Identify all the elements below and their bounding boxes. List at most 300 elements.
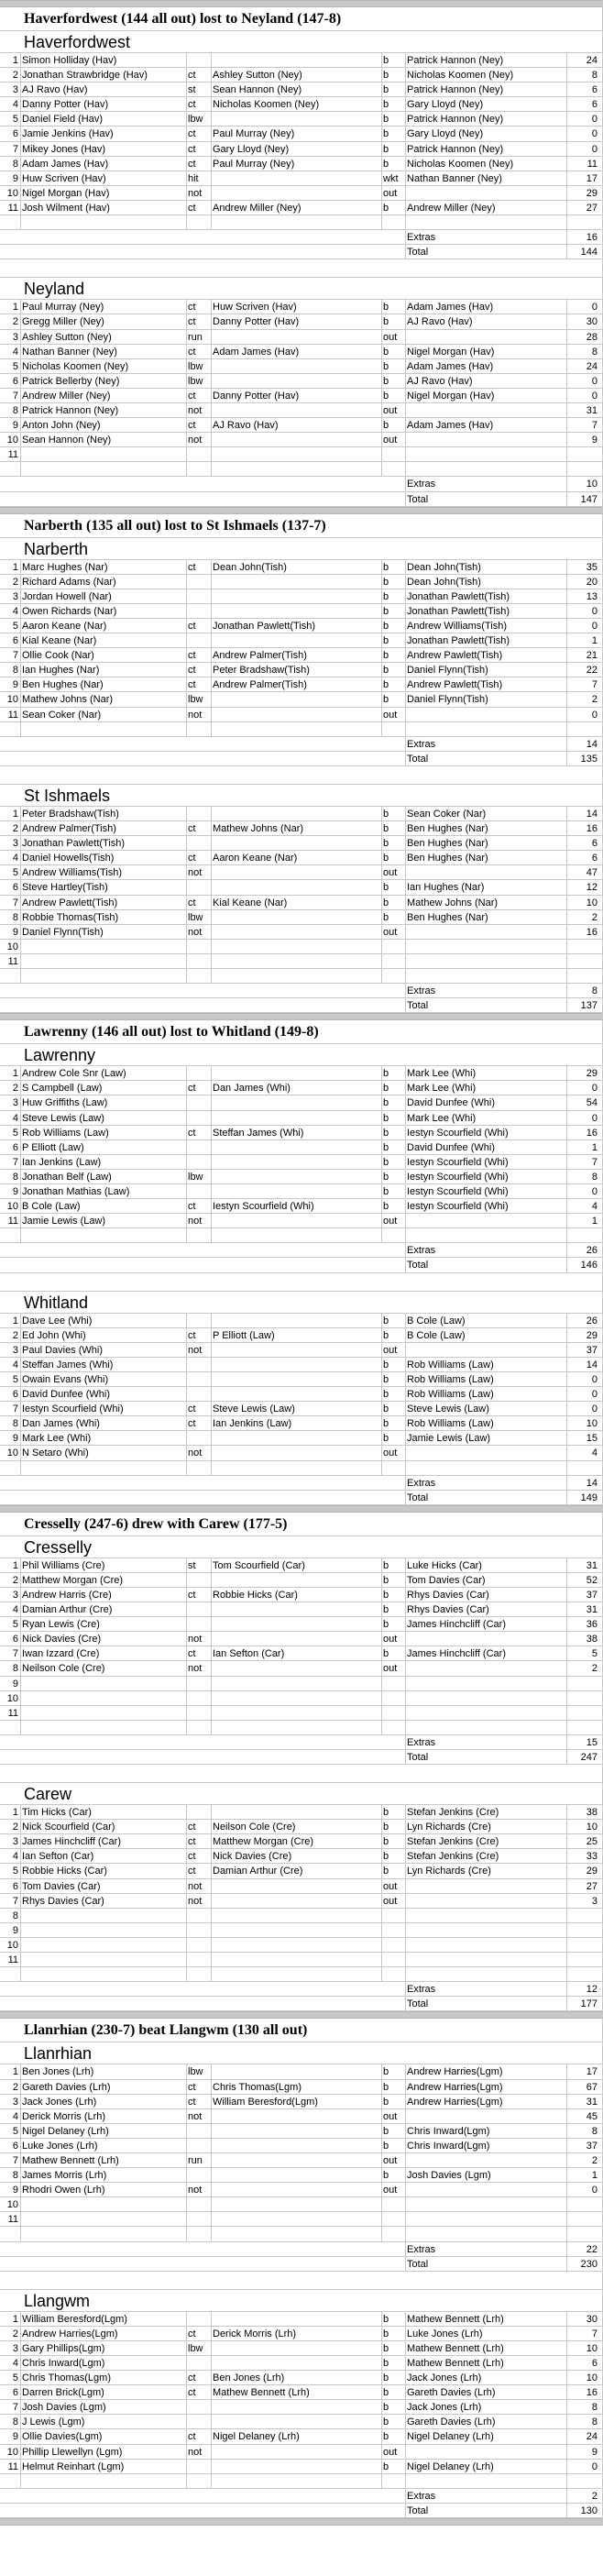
batsman-name: Rhys Davies (Car) xyxy=(22,1895,104,1907)
bowled-marker: b xyxy=(383,99,389,111)
batting-row xyxy=(0,2400,602,2415)
how-out: ct xyxy=(188,621,196,632)
row-number: 10 xyxy=(6,1939,18,1951)
runs: 14 xyxy=(586,808,598,820)
batting-row xyxy=(0,604,602,619)
batting-row xyxy=(0,2197,602,2212)
runs: 9 xyxy=(591,435,598,446)
batsman-name: Daniel Flynn(Tish) xyxy=(22,926,104,938)
extras-label: Extras xyxy=(407,1736,436,1748)
row-number: 4 xyxy=(12,2358,18,2369)
spacer-row xyxy=(0,1765,602,1783)
runs: 0 xyxy=(591,2460,598,2472)
batsman-name: Jamie Jenkins (Hav) xyxy=(22,128,114,140)
batsman-name: Darren Brick(Lgm) xyxy=(22,2387,104,2399)
fielder-name: Nicholas Koomen (Ney) xyxy=(213,99,320,111)
batsman-name: Nathan Banner (Ney) xyxy=(22,346,117,358)
batsman-name: Damian Arthur (Cre) xyxy=(22,1604,113,1616)
fielder-name: Derick Morris (Lrh) xyxy=(213,2328,297,2339)
how-out: not xyxy=(188,2446,203,2458)
how-out: ct xyxy=(188,202,196,214)
bowled-marker: b xyxy=(383,621,389,632)
how-out: not xyxy=(188,2110,203,2122)
total-value: 149 xyxy=(580,1492,598,1503)
batsman-name: Owain Evans (Whi) xyxy=(22,1373,109,1385)
extras-row xyxy=(0,1982,602,1997)
row-number: 8 xyxy=(12,404,18,416)
batting-row xyxy=(0,1573,602,1588)
how-out: run xyxy=(188,2154,203,2166)
batsman-name: Andrew Harries(Lgm) xyxy=(22,2328,118,2339)
batsman-name: Adam James (Hav) xyxy=(22,158,109,170)
batting-row xyxy=(0,433,602,447)
match-title: Cresselly (247-6) drew with Carew (177-5) xyxy=(0,1513,602,1536)
batting-row xyxy=(0,1558,602,1573)
bowled-marker: b xyxy=(383,114,389,126)
bowler-name: Jack Jones (Lrh) xyxy=(407,2402,482,2414)
row-number: 2 xyxy=(12,70,18,82)
batsman-name: Ian Hughes (Nar) xyxy=(22,665,100,677)
row-number: 3 xyxy=(12,1836,18,1848)
runs: 17 xyxy=(586,2066,598,2078)
row-number: 8 xyxy=(12,911,18,923)
bowler-name: Mathew Bennett (Lrh) xyxy=(407,2342,504,2354)
batting-row xyxy=(0,2080,602,2095)
bowler-name: Patrick Hannon (Ney) xyxy=(407,55,504,66)
bowler-name: Mathew Johns (Nar) xyxy=(407,897,499,908)
bowler-name: Gareth Davies (Lrh) xyxy=(407,2387,496,2399)
runs: 30 xyxy=(586,2313,598,2325)
spacer-row xyxy=(0,969,602,984)
batsman-name: B Cole (Law) xyxy=(22,1201,81,1213)
bowler-name: Stefan Jenkins (Cre) xyxy=(407,1851,499,1863)
batsman-name: Andrew Pawlett(Tish) xyxy=(22,897,118,908)
row-number: 5 xyxy=(12,2372,18,2384)
batsman-name: Huw Scriven (Hav) xyxy=(22,172,106,184)
spacer-row xyxy=(0,766,602,785)
how-out: not xyxy=(188,709,203,721)
batting-row xyxy=(0,300,602,314)
batsman-name: Simon Holliday (Hav) xyxy=(22,55,117,66)
bowler-name: Andrew Harries(Lgm) xyxy=(407,2096,503,2108)
bowler-name: Ben Hughes (Nar) xyxy=(407,911,488,923)
extras-value: 14 xyxy=(586,738,598,750)
total-row xyxy=(0,1491,602,1505)
bowler-name: Ben Hughes (Nar) xyxy=(407,823,488,835)
runs: 52 xyxy=(586,1574,598,1586)
bowled-marker: b xyxy=(383,1559,389,1571)
batting-row xyxy=(0,1111,602,1126)
how-out: ct xyxy=(188,823,196,835)
bowled-marker: b xyxy=(383,808,389,820)
runs: 37 xyxy=(586,2140,598,2152)
row-number: 5 xyxy=(12,621,18,632)
row-number: 3 xyxy=(12,2096,18,2108)
row-number: 1 xyxy=(12,302,18,314)
bowler-name: Jonathan Pawlett(Tish) xyxy=(407,605,510,617)
bowler-name: Andrew Pawlett(Tish) xyxy=(407,679,503,691)
batsman-name: Jonathan Belf (Law) xyxy=(22,1171,112,1183)
row-number: 10 xyxy=(6,694,18,706)
fielder-name: Steve Lewis (Law) xyxy=(213,1404,295,1415)
batting-row xyxy=(0,1834,602,1849)
runs: 10 xyxy=(586,2342,598,2354)
row-number: 7 xyxy=(12,650,18,662)
runs: 0 xyxy=(591,1112,598,1124)
bowler-name: Gary Lloyd (Ney) xyxy=(407,128,484,140)
runs: 16 xyxy=(586,2387,598,2399)
batsman-name: Marc Hughes (Nar) xyxy=(22,561,108,573)
runs: 16 xyxy=(586,926,598,938)
bowler-name: James Hinchcliff (Car) xyxy=(407,1619,506,1631)
how-out: ct xyxy=(188,420,196,432)
batsman-name: Derick Morris (Lrh) xyxy=(22,2110,106,2122)
row-number: 10 xyxy=(6,2446,18,2458)
row-number: 4 xyxy=(12,1112,18,1124)
bowled-marker: b xyxy=(383,2170,389,2182)
batsman-name: Jonathan Mathias (Law) xyxy=(22,1186,130,1197)
batsman-name: Ed John (Whi) xyxy=(22,1329,86,1341)
runs: 10 xyxy=(586,897,598,908)
bowled-marker: b xyxy=(383,2066,389,2078)
row-number: 2 xyxy=(12,2328,18,2339)
batting-row xyxy=(0,2371,602,2385)
batting-row xyxy=(0,1909,602,1923)
team-heading: Llanrhian xyxy=(0,2042,602,2064)
runs: 47 xyxy=(586,867,598,879)
total-row xyxy=(0,492,602,507)
bowled-marker: b xyxy=(383,360,389,372)
bowled-marker: b xyxy=(383,1589,389,1601)
row-number: 9 xyxy=(12,2431,18,2443)
bowled-marker: out xyxy=(383,187,398,199)
runs: 10 xyxy=(586,1822,598,1833)
extras-label: Extras xyxy=(407,2490,436,2502)
batsman-name: Iestyn Scourfield (Whi) xyxy=(22,1404,124,1415)
row-number: 6 xyxy=(12,2140,18,2152)
batsman-name: Rhodri Owen (Lrh) xyxy=(22,2185,105,2196)
extras-label: Extras xyxy=(407,1477,436,1489)
fielder-name: Dean John(Tish) xyxy=(213,561,287,573)
batting-row xyxy=(0,807,602,821)
runs: 4 xyxy=(591,1201,598,1213)
runs: 1 xyxy=(591,1216,598,1227)
bowler-name: Jack Jones (Lrh) xyxy=(407,2372,482,2384)
runs: 29 xyxy=(586,1329,598,1341)
how-out: lbw xyxy=(188,911,203,923)
total-label: Total xyxy=(407,1000,429,1012)
bowled-marker: b xyxy=(383,1866,389,1877)
bowled-marker: b xyxy=(383,1083,389,1095)
how-out: ct xyxy=(188,665,196,677)
batting-row xyxy=(0,2312,602,2327)
bowled-marker: out xyxy=(383,867,398,879)
bowled-marker: out xyxy=(383,1448,398,1459)
batting-row xyxy=(0,403,602,418)
row-number: 7 xyxy=(12,2402,18,2414)
bowled-marker: b xyxy=(383,2402,389,2414)
row-number: 2 xyxy=(12,1083,18,1095)
batsman-name: J Lewis (Lgm) xyxy=(22,2416,85,2428)
spacer-row xyxy=(0,462,602,477)
batting-row xyxy=(0,1677,602,1691)
batting-row xyxy=(0,2153,602,2168)
total-label: Total xyxy=(407,1492,429,1503)
runs: 0 xyxy=(591,709,598,721)
batsman-name: Iwan Izzard (Cre) xyxy=(22,1648,100,1660)
bowler-name: Stefan Jenkins (Cre) xyxy=(407,1836,499,1848)
runs: 29 xyxy=(586,187,598,199)
runs: 24 xyxy=(586,55,598,66)
how-out: ct xyxy=(188,390,196,402)
batsman-name: Steve Hartley(Tish) xyxy=(22,882,108,894)
runs: 0 xyxy=(591,621,598,632)
section-divider xyxy=(0,2518,602,2526)
row-number: 9 xyxy=(12,1678,18,1690)
batting-row xyxy=(0,1343,602,1358)
team-heading: Narberth xyxy=(0,538,602,560)
team-heading: Whitland xyxy=(0,1292,602,1314)
row-number: 4 xyxy=(12,2110,18,2122)
bowled-marker: b xyxy=(383,1112,389,1124)
bowler-name: Ben Hughes (Nar) xyxy=(407,838,488,850)
bowled-marker: out xyxy=(383,1895,398,1907)
runs: 0 xyxy=(591,143,598,155)
batting-row xyxy=(0,1894,602,1909)
row-number: 6 xyxy=(12,2387,18,2399)
bowled-marker: b xyxy=(383,390,389,402)
batsman-name: Dan James (Whi) xyxy=(22,1418,100,1430)
batsman-name: Phil Williams (Cre) xyxy=(22,1559,105,1571)
batting-row xyxy=(0,1140,602,1155)
batting-row xyxy=(0,83,602,97)
batting-row xyxy=(0,940,602,954)
bowler-name: Iestyn Scourfield (Whi) xyxy=(407,1186,509,1197)
bowler-name: Gareth Davies (Lrh) xyxy=(407,2416,496,2428)
bowled-marker: b xyxy=(383,302,389,314)
how-out: ct xyxy=(188,2096,196,2108)
batting-row xyxy=(0,157,602,171)
fielder-name: Mathew Bennett (Lrh) xyxy=(213,2387,310,2399)
how-out: not xyxy=(188,1634,203,1646)
batsman-name: Daniel Howells(Tish) xyxy=(22,853,115,864)
row-number: 7 xyxy=(12,143,18,155)
batsman-name: Daniel Field (Hav) xyxy=(22,114,104,126)
row-number: 5 xyxy=(12,1373,18,1385)
bowled-marker: out xyxy=(383,1216,398,1227)
batsman-name: Rob Williams (Law) xyxy=(22,1127,109,1139)
fielder-name: Andrew Miller (Ney) xyxy=(213,202,302,214)
batting-row xyxy=(0,1416,602,1431)
batting-row xyxy=(0,2124,602,2139)
bowled-marker: b xyxy=(383,2125,389,2137)
match-title: Narberth (135 all out) lost to St Ishmaels (137-7) xyxy=(0,514,602,538)
runs: 1 xyxy=(591,2170,598,2182)
spacer-row xyxy=(0,2272,602,2290)
fielder-name: Paul Murray (Ney) xyxy=(213,128,295,140)
batting-row xyxy=(0,910,602,925)
bowler-name: Mark Lee (Whi) xyxy=(407,1083,477,1095)
batsman-name: Chris Inward(Lgm) xyxy=(22,2358,105,2369)
extras-label: Extras xyxy=(407,1245,436,1257)
bowler-name: AJ Ravo (Hav) xyxy=(407,375,473,387)
runs: 45 xyxy=(586,2110,598,2122)
total-value: 130 xyxy=(580,2504,598,2516)
spacer-row xyxy=(0,215,602,230)
batting-row xyxy=(0,954,602,969)
row-number: 4 xyxy=(12,1359,18,1371)
bowler-name: Lyn Richards (Cre) xyxy=(407,1866,491,1877)
total-value: 137 xyxy=(580,1000,598,1012)
fielder-name: P Elliott (Law) xyxy=(213,1329,275,1341)
batsman-name: Patrick Bellerby (Ney) xyxy=(22,375,120,387)
bowled-marker: b xyxy=(383,1404,389,1415)
row-number: 9 xyxy=(12,679,18,691)
how-out: ct xyxy=(188,2387,196,2399)
bowler-name: Dean John(Tish) xyxy=(407,576,481,588)
total-value: 247 xyxy=(580,1752,598,1763)
how-out: ct xyxy=(188,1648,196,1660)
how-out: ct xyxy=(188,1201,196,1213)
bowled-marker: b xyxy=(383,838,389,850)
row-number: 9 xyxy=(12,926,18,938)
row-number: 11 xyxy=(7,709,18,721)
batsman-name: Nigel Morgan (Hav) xyxy=(22,187,110,199)
bowler-name: Andrew Miller (Ney) xyxy=(407,202,496,214)
runs: 14 xyxy=(586,1359,598,1371)
bowled-marker: out xyxy=(383,404,398,416)
bowled-marker: b xyxy=(383,1604,389,1616)
batsman-name: Mathew Johns (Nar) xyxy=(22,694,114,706)
fielder-name: Nick Davies (Cre) xyxy=(213,1851,292,1863)
batting-row xyxy=(0,1126,602,1140)
batting-row xyxy=(0,1953,602,1967)
batting-row xyxy=(0,345,602,359)
row-number: 10 xyxy=(6,435,18,446)
bowler-name: Tom Davies (Car) xyxy=(407,1574,486,1586)
section-divider xyxy=(0,2011,602,2019)
bowler-name: Daniel Flynn(Tish) xyxy=(407,665,488,677)
bowled-marker: b xyxy=(383,679,389,691)
extras-row xyxy=(0,1735,602,1750)
how-out: ct xyxy=(188,1418,196,1430)
how-out: ct xyxy=(188,1404,196,1415)
batsman-name: Nick Davies (Cre) xyxy=(22,1634,102,1646)
row-number: 5 xyxy=(12,360,18,372)
bowled-marker: b xyxy=(383,2460,389,2472)
fielder-name: Iestyn Scourfield (Whi) xyxy=(213,1201,314,1213)
batsman-name: Ryan Lewis (Cre) xyxy=(22,1619,100,1631)
extras-label: Extras xyxy=(407,2243,436,2255)
fielder-name: Ian Sefton (Car) xyxy=(213,1648,285,1660)
fielder-name: Nigel Delaney (Lrh) xyxy=(213,2431,300,2443)
total-label: Total xyxy=(407,2258,429,2270)
bowler-name: Nigel Delaney (Lrh) xyxy=(407,2431,494,2443)
bowler-name: Nicholas Koomen (Ney) xyxy=(407,158,514,170)
row-number: 3 xyxy=(12,84,18,96)
bowled-marker: b xyxy=(383,1418,389,1430)
row-number: 4 xyxy=(12,1604,18,1616)
bowler-name: Patrick Hannon (Ney) xyxy=(407,114,504,126)
how-out: not xyxy=(188,2185,203,2196)
how-out: not xyxy=(188,1663,203,1675)
bowled-marker: b xyxy=(383,1851,389,1863)
bowled-marker: b xyxy=(383,897,389,908)
batting-row xyxy=(0,1387,602,1402)
batsman-name: Andrew Harris (Cre) xyxy=(22,1589,112,1601)
batsman-name: Owen Richards (Nar) xyxy=(22,605,117,617)
batting-row xyxy=(0,880,602,895)
bowler-name: Mark Lee (Whi) xyxy=(407,1068,477,1080)
bowler-name: Gary Lloyd (Ney) xyxy=(407,99,484,111)
runs: 6 xyxy=(591,2358,598,2369)
batting-row xyxy=(0,2095,602,2109)
bowled-marker: b xyxy=(383,316,389,328)
extras-value: 26 xyxy=(586,1245,598,1257)
how-out: ct xyxy=(188,650,196,662)
bowler-name: Iestyn Scourfield (Whi) xyxy=(407,1127,509,1139)
batsman-name: Gareth Davies (Lrh) xyxy=(22,2081,111,2093)
extras-value: 8 xyxy=(591,985,598,997)
total-value: 230 xyxy=(580,2258,598,2270)
bowler-name: AJ Ravo (Hav) xyxy=(407,316,473,328)
batting-row xyxy=(0,1849,602,1864)
fielder-name: Matthew Morgan (Cre) xyxy=(213,1836,314,1848)
runs: 9 xyxy=(591,2446,598,2458)
batting-row xyxy=(0,2415,602,2429)
batsman-name: Peter Bradshaw(Tish) xyxy=(22,808,119,820)
runs: 28 xyxy=(586,331,598,343)
bowled-marker: b xyxy=(383,2372,389,2384)
bowler-name: Chris Inward(Lgm) xyxy=(407,2140,490,2152)
batting-row xyxy=(0,1864,602,1878)
batsman-name: Gregg Miller (Ney) xyxy=(22,316,104,328)
runs: 8 xyxy=(591,2402,598,2414)
row-number: 8 xyxy=(12,158,18,170)
how-out: ct xyxy=(188,1329,196,1341)
how-out: ct xyxy=(188,679,196,691)
how-out: lbw xyxy=(188,360,203,372)
bowled-marker: out xyxy=(383,1634,398,1646)
bowled-marker: b xyxy=(383,1127,389,1139)
bowler-name: Nigel Morgan (Hav) xyxy=(407,346,495,358)
batting-row xyxy=(0,97,602,112)
how-out: ct xyxy=(188,2431,196,2443)
batsman-name: David Dunfee (Whi) xyxy=(22,1389,110,1401)
batting-row xyxy=(0,68,602,83)
bowler-name: Rob Williams (Law) xyxy=(407,1359,494,1371)
total-label: Total xyxy=(407,1998,429,2010)
row-number: 6 xyxy=(12,128,18,140)
bowled-marker: b xyxy=(383,2342,389,2354)
batting-row xyxy=(0,2183,602,2197)
batting-row xyxy=(0,2168,602,2183)
batting-row xyxy=(0,1214,602,1228)
batsman-name: Ollie Davies(Lgm) xyxy=(22,2431,103,2443)
fielder-name: Adam James (Hav) xyxy=(213,346,300,358)
row-number: 3 xyxy=(12,838,18,850)
row-number: 1 xyxy=(12,561,18,573)
section-divider xyxy=(0,0,602,7)
bowled-marker: b xyxy=(383,1822,389,1833)
runs: 27 xyxy=(586,1880,598,1892)
batting-row xyxy=(0,2109,602,2124)
runs: 30 xyxy=(586,316,598,328)
bowled-marker: b xyxy=(383,2081,389,2093)
batsman-name: N Setaro (Whi) xyxy=(22,1448,89,1459)
how-out: lbw xyxy=(188,1171,203,1183)
runs: 6 xyxy=(591,99,598,111)
